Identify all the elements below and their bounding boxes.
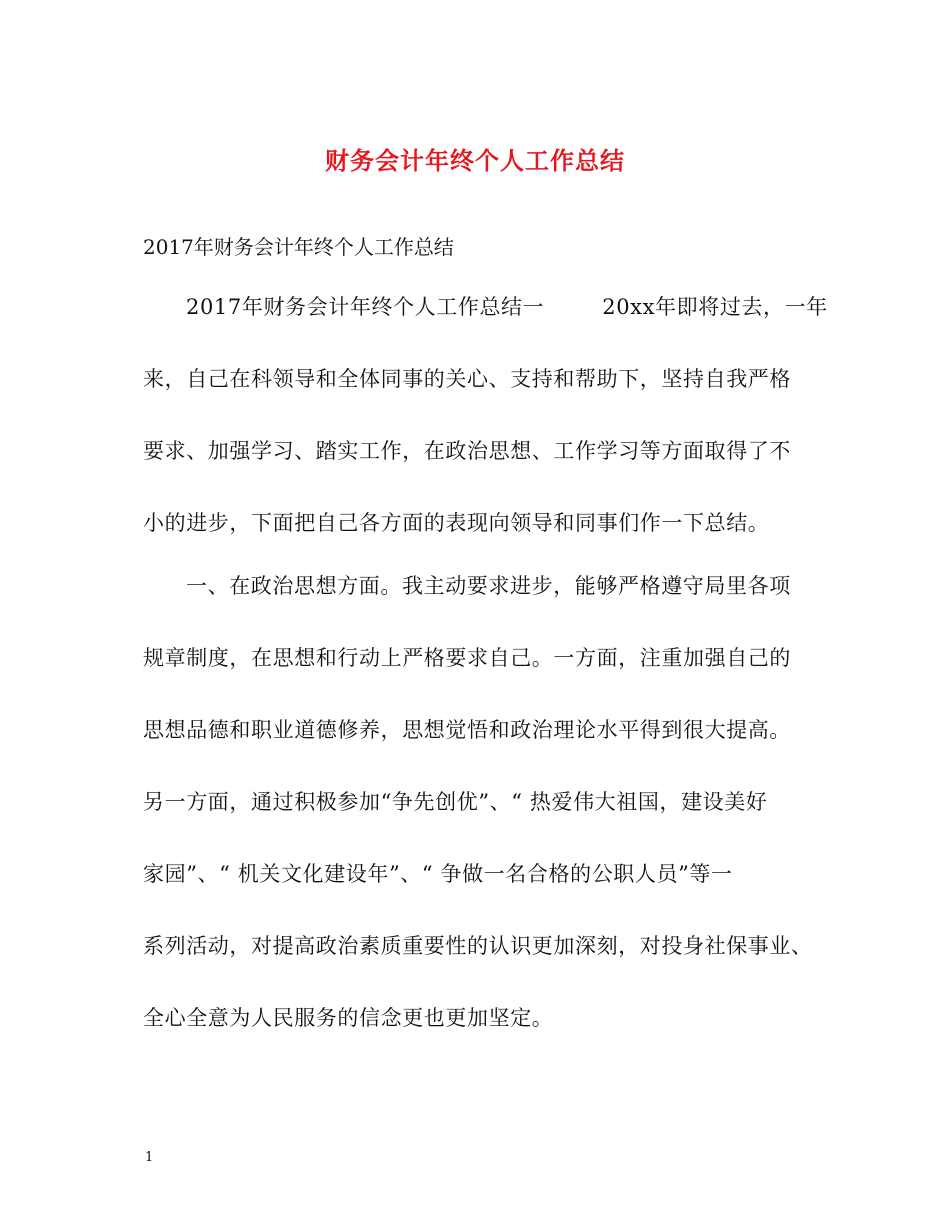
page-number: 1: [145, 1150, 154, 1165]
document-title: 财务会计年终个人工作总结: [325, 146, 625, 175]
paragraph-1-line: 小的进步，下面把自己各方面的表现向领导和同事们作一下总结。: [143, 511, 770, 535]
paragraph-2-first-line: 一、在政治思想方面。我主动要求进步，能够严格遵守局里各项: [186, 574, 791, 598]
paragraph-2-line: 系列活动，对提高政治素质重要性的认识更加深刻，对投身社保事业、: [143, 934, 813, 958]
paragraph-1-line: 来，自己在科领导和全体同事的关心、支持和帮助下，坚持自我严格: [143, 367, 791, 391]
paragraph-1-first-line: [186, 287, 866, 327]
paragraph-1-heading: 2017年财务会计年终个人工作总结一: [186, 295, 545, 319]
paragraph-2-line: 思想品德和职业道德修养，思想觉悟和政治理论水平得到很大提高。: [143, 718, 791, 742]
paragraph-2-line: 另一方面，通过积极参加“争先创优”、“ 热爱伟大祖国，建设美好: [143, 790, 768, 814]
paragraph-2-line: 家园”、“ 机关文化建设年”、“ 争做一名合格的公职人员”等一: [143, 862, 733, 886]
document-subtitle: 2017年财务会计年终个人工作总结: [143, 235, 454, 259]
paragraph-1-heading-tail: 20xx年即将过去，一年: [602, 295, 828, 319]
paragraph-2-line: 规章制度，在思想和行动上严格要求自己。一方面，注重加强自己的: [143, 646, 791, 670]
paragraph-1-line: 要求、加强学习、踏实工作，在政治思想、工作学习等方面取得了不: [143, 439, 791, 463]
paragraph-2-line: 全心全意为人民服务的信念更也更加坚定。: [143, 1006, 554, 1030]
